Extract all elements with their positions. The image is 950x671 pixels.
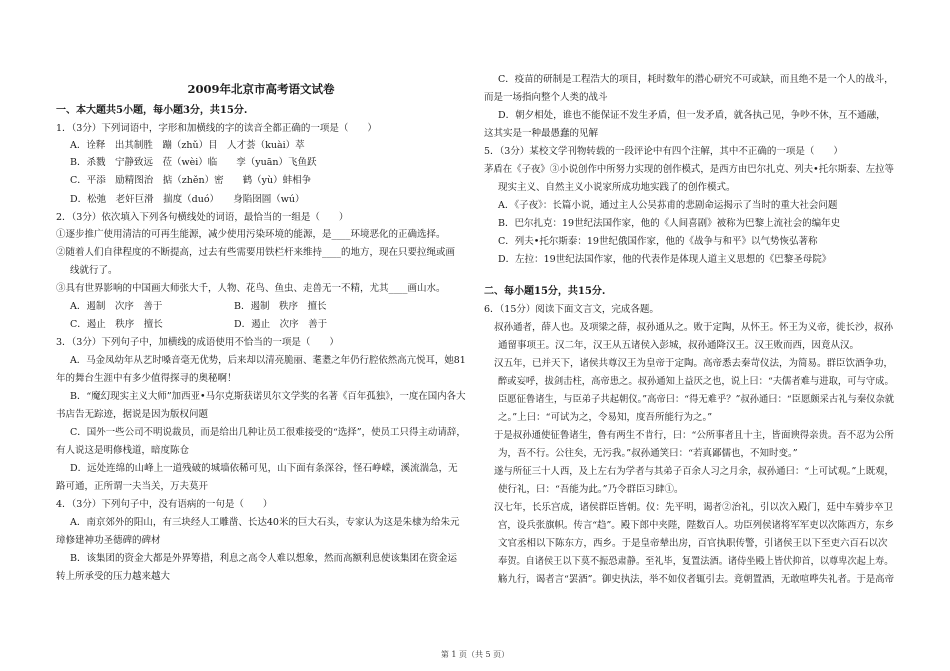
q6-line-5: 臣愿征鲁诸生，与臣弟子共起朝仪。”高帝曰：“得无难乎？”叔孙通曰：“臣愿颇采古礼与秦仪杂就	[498, 394, 895, 405]
q6-line-15: 觞九行，谒者言“罢酒”。御史执法，举不如仪者辄引去。竟朝置酒，无敢喧哗失礼者。于是高帝	[498, 574, 895, 585]
q6-line-8: 为，吾不行。公往矣，无污我。”叔孙通笑曰：“若真鄙儒也，不知时变。”	[498, 448, 798, 459]
q5-stem: 5．（3分）某校文学刊物转载的一段评论中有四个注解，其中不正确的一项是（ ）	[484, 146, 843, 157]
q3-line-7: D．远处连绵的山峰上一道残破的城墙依稀可见，山下面有条深谷，怪石峥嵘，溪流湍急，无	[70, 463, 458, 474]
q1-option-d: D．松弛 老奸巨滑 揣度（duó） 身陷囹圄（wú）	[70, 194, 305, 205]
q3-line-8: 路可通，正所谓一夫当关，万夫莫开	[56, 481, 209, 492]
q6-stem: 6．（15分）阅读下面文言文，完成各题。	[484, 304, 659, 315]
q3-line-1: A．马金凤幼年从艺时嗓音毫无优势，后来却以清亮脆丽、耄耋之年仍行腔依然高亢悦耳，她81	[70, 355, 466, 366]
q5-line-2: 现实主义、自然主义小说家所成功地实践了的创作模式。	[498, 182, 736, 193]
q3-line-6: 有人说这是明修栈道，暗度陈仓	[56, 445, 190, 456]
q1-option-a: A．诠释 出其制胜 蹦（zhǔ）目 人才荟（kuài）萃	[70, 140, 305, 151]
q1-option-b: B．杀戮 宁静致远 莅（wèi）临 孪（yuān）飞鱼跃	[70, 157, 317, 168]
q4-option-c-line-2: 而是一场指向整个人类的战斗	[484, 92, 608, 103]
q5-option-b: B．巴尔扎克：19世纪法国作家，他的《人间喜剧》被称为巴黎上流社会的编年史	[498, 218, 841, 229]
q6-line-6: 之。”上曰：“可试为之，令易知，度吾所能行为之。”	[498, 412, 713, 423]
q2-option-b: B．遏制 秩序 擅长	[234, 301, 327, 312]
q3-stem: 3．（3分）下列句子中，加横线的成语使用不恰当的一项是（ ）	[56, 337, 339, 348]
q2-option-a: A．遏制 次序 善于	[70, 301, 163, 312]
q3-line-3: B．“魔幻现实主义大师”加西亚•马尔克斯获诺贝尔文学奖的名著《百年孤独》，一度在国内各大	[70, 391, 466, 402]
q5-option-a: A．《子夜》：长篇小说，通过主人公吴荪甫的悲剧命运揭示了当时的重大社会问题	[498, 200, 838, 211]
q1-option-c: C．平添 励精图治 掂（zhěn）密 鹤（yù）蚌相争	[70, 175, 312, 186]
q6-line-12: 宫，设兵张旗帜。传言“趋”。殿下郎中夹陛，陛数百人。功臣列侯诸将军军吏以次陈西方，东乡	[498, 520, 895, 531]
q1-stem: 1．（3分）下列词语中，字形和加横线的字的读音全都正确的一项是（ ）	[56, 123, 377, 134]
q6-line-2: 通留事项王。汉二年，汉王从五诸侯入彭城，叔孙通降汉王。汉王败而西，因竟从汉。	[498, 340, 860, 351]
q4-line-2: 璋修建神功圣德碑的碑材	[56, 535, 161, 546]
q4-option-d-line-1: D．朝夕相处，谁也不能保证不发生矛盾，但一发矛盾，就各执己见，争吵不休，互不通融，	[498, 110, 886, 121]
q5-option-c: C．列夫•托尔斯泰：19世纪俄国作家，他的《战争与和平》以气势恢弘著称	[498, 236, 818, 247]
q6-line-10: 使行礼，曰：“吾能为此。”乃令群臣习肆①。	[498, 484, 684, 495]
q4-line-4: 转上所承受的压力越来越大	[56, 571, 171, 582]
section2-heading: 二、每小题15分，共15分.	[484, 286, 606, 297]
q2-option-d: D．遏止 次序 善于	[234, 319, 328, 330]
q4-line-1: A．南京郊外的阳山，有三块经人工雕凿、长达40米的巨大石头，专家认为这是朱棣为给朱元	[70, 517, 460, 528]
q4-line-3: B．该集团的资金大都是外界筹措，利息之高令人难以想象，然而高额利息使该集团在资金运	[70, 553, 457, 564]
q5-line-1: 茅盾在《子夜》③小说创作中所努力实现的创作模式，是西方由巴尔扎克、列夫•托尔斯泰、左拉等	[484, 164, 894, 175]
q2-line-2: ②随着人们自律程度的不断提高，过去有些需要用铁栏杆来维持____的地方，现在只要拉绳或画	[56, 247, 456, 258]
q6-line-11: 汉七年，长乐宫成，诸侯群臣皆朝。仪：先平明，谒者②治礼，引以次入殿门，廷中车骑步卒卫	[494, 502, 894, 513]
q6-line-7: 于是叔孙通使征鲁诸生，鲁有两生不肯行，曰：“公所事者且十主，皆面谀得亲贵。吾不忍为公所	[494, 430, 894, 441]
q2-line-4: ③具有世界影响的中国画大师张大千，人物、花鸟、鱼虫、走兽无一不精，尤其____画山水。	[56, 283, 446, 294]
q2-line-3: 线就行了。	[70, 265, 118, 276]
page-title: 2009年北京市高考语文试卷	[187, 82, 335, 96]
q2-line-1: ①逐步推广使用清洁的可再生能源，减少使用污染环境的能源，是____环境恶化的正确选择。	[56, 229, 446, 240]
q4-option-c-line-1: C．疫苗的研制是工程浩大的项目，耗时数年的潜心研究不可或缺，而且绝不是一个人的战斗，	[498, 74, 894, 85]
q6-line-4: 醉或妄呼，拔剑击柱，高帝患之。叔孙通知上益厌之也，说上曰：“夫儒者难与进取，可与守成。	[498, 376, 894, 387]
section1-heading: 一、本大题共5小题，每小题3分，共15分.	[56, 105, 248, 116]
q3-line-2: 年的舞台生涯中有多少值得探寻的奥秘啊！	[56, 373, 237, 384]
q2-stem: 2．（3分）依次填入下列各句横线处的词语，最恰当的一组是（ ）	[56, 212, 349, 223]
q6-line-13: 文官丞相以下陈东方，西乡。于是皇帝辇出房，百官执职传警，引诸侯王以下至吏六百石以次	[498, 538, 888, 549]
q4-stem: 4．（3分）下列句子中，没有语病的一句是（ ）	[56, 499, 273, 510]
q4-option-d-line-2: 这其实是一种最愚蠢的见解	[484, 128, 599, 139]
q3-line-4: 书店告无踪迹，据说是因为版权问题	[56, 409, 209, 420]
q3-line-5: C．国外一些公司不明说裁员，而是给出几种让员工很难接受的“选择”，使员工只得主动请辞，	[70, 427, 466, 438]
page-footer: 第 1 页（共 5 页）	[440, 650, 510, 659]
q2-option-c: C．遏止 秩序 擅长	[70, 319, 163, 330]
q6-line-14: 奉贺。自诸侯王以下莫不振恐肃静。至礼毕，复置法酒。诸侍坐殿上皆伏抑首，以尊卑次起上寿。	[498, 556, 894, 567]
q6-line-9: 遂与所征三十人西，及上左右为学者与其弟子百余人习之月余，叔孙通曰：“上可试观。”上既观，	[494, 466, 894, 477]
q5-option-d: D．左拉：19世纪法国作家，他的代表作是体现人道主义思想的《巴黎圣母院》	[498, 254, 832, 265]
q6-line-3: 汉五年，已并天下，诸侯共尊汉王为皇帝于定陶。高帝悉去秦苛仪法，为简易。群臣饮酒争功，	[494, 358, 894, 369]
q6-line-1: 叔孙通者，薛人也。及项梁之薛，叔孙通从之。败于定陶，从怀王。怀王为义帝，徙长沙，叔孙	[494, 322, 894, 333]
